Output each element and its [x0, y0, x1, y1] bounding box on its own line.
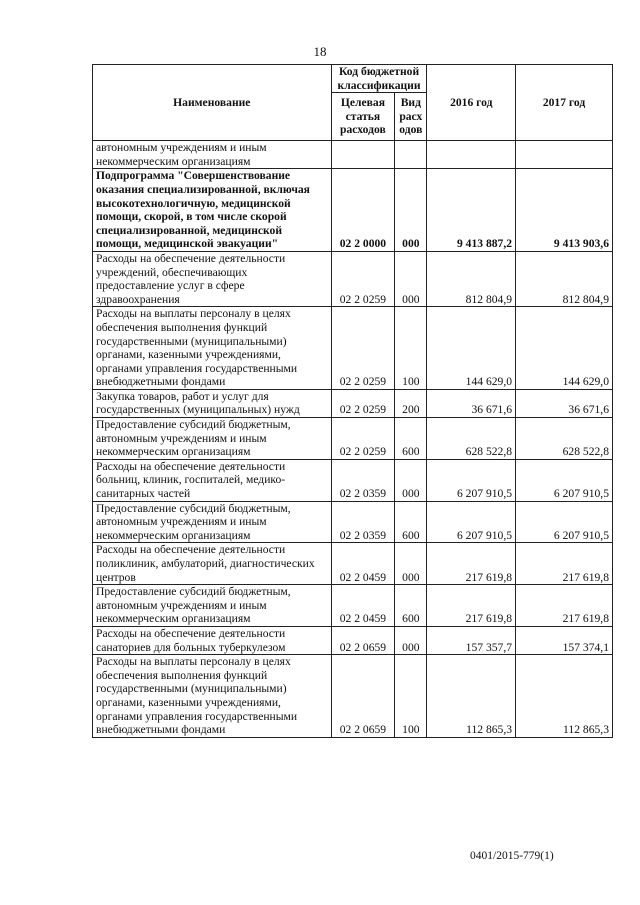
row-value-2017: 36 671,6: [516, 389, 613, 417]
row-value-2016: 6 207 910,5: [427, 501, 516, 543]
row-name: Расходы на обеспечение деятельности санаториев для больных туберкулезом: [93, 626, 332, 654]
row-expense-kind: 000: [395, 251, 427, 306]
table-row: [93, 169, 613, 252]
row-name: Подпрограмма "Совершенствование оказания специализированной, включая высокотехнологичную, медицинской помощи, скорой, в том числе скорой специализированной, медицинской помощи, медицинской эвакуации": [93, 169, 332, 252]
row-value-2016: 812 804,9: [427, 251, 516, 306]
row-name: Закупка товаров, работ и услуг для государственных (муниципальных) нужд: [93, 389, 332, 417]
row-expense-kind: 100: [395, 307, 427, 390]
header-name: Наименование: [93, 65, 332, 141]
row-value-2016: 217 619,8: [427, 585, 516, 627]
row-value-2017: 6 207 910,5: [516, 459, 613, 501]
header-kbk: Код бюджетной классификации: [331, 65, 427, 93]
row-target-code: 02 2 0659: [331, 626, 395, 654]
row-value-2017: 6 207 910,5: [516, 501, 613, 543]
row-value-2016: 628 522,8: [427, 418, 516, 460]
row-target-code: 02 2 0459: [331, 543, 395, 585]
table-row: [93, 141, 613, 169]
row-name: Расходы на обеспечение деятельности поликлиник, амбулаторий, диагностических центров: [93, 543, 332, 585]
row-expense-kind: 000: [395, 626, 427, 654]
table-row: [93, 251, 613, 306]
row-name: Предоставление субсидий бюджетным, автономным учреждениям и иным некоммерческим организациям: [93, 418, 332, 460]
row-target-code: 02 2 0659: [331, 655, 395, 738]
row-target-code: 02 2 0459: [331, 585, 395, 627]
row-value-2016: 9 413 887,2: [427, 169, 516, 252]
budget-table: [92, 64, 613, 738]
table-header: [93, 65, 613, 141]
table-row: [93, 543, 613, 585]
row-value-2017: 812 804,9: [516, 251, 613, 306]
row-expense-kind: 600: [395, 501, 427, 543]
row-name: автономным учреждениям и иным некоммерческим организациям: [93, 141, 332, 169]
row-name: Расходы на выплаты персоналу в целях обеспечения выполнения функций государственными (муниципальными) органами, казенными учреждениями, органами управления государственными внебюджетными фондами: [93, 655, 332, 738]
row-value-2016: 6 207 910,5: [427, 459, 516, 501]
row-target-code: 02 2 0259: [331, 251, 395, 306]
page-number: 18: [313, 44, 327, 59]
row-expense-kind: 000: [395, 459, 427, 501]
row-value-2017: 217 619,8: [516, 543, 613, 585]
header-target-article: Целевая статья расходов: [331, 93, 395, 141]
row-expense-kind: [395, 141, 427, 169]
row-value-2017: 9 413 903,6: [516, 169, 613, 252]
row-value-2017: 157 374,1: [516, 626, 613, 654]
row-expense-kind: 600: [395, 585, 427, 627]
row-value-2017: 112 865,3: [516, 655, 613, 738]
row-target-code: 02 2 0000: [331, 169, 395, 252]
table-row: [93, 307, 613, 390]
row-value-2016: 217 619,8: [427, 543, 516, 585]
row-value-2017: [516, 141, 613, 169]
row-name: Предоставление субсидий бюджетным, автономным учреждениям и иным некоммерческим организациям: [93, 585, 332, 627]
row-value-2016: 144 629,0: [427, 307, 516, 390]
row-expense-kind: 600: [395, 418, 427, 460]
table-row: [93, 626, 613, 654]
row-target-code: 02 2 0259: [331, 307, 395, 390]
row-value-2017: 144 629,0: [516, 307, 613, 390]
row-expense-kind: 200: [395, 389, 427, 417]
row-value-2016: 112 865,3: [427, 655, 516, 738]
row-name: Предоставление субсидий бюджетным, автономным учреждениям и иным некоммерческим организациям: [93, 501, 332, 543]
row-target-code: 02 2 0259: [331, 389, 395, 417]
row-target-code: [331, 141, 395, 169]
table-row: [93, 418, 613, 460]
table-row: [93, 585, 613, 627]
row-value-2016: 157 357,7: [427, 626, 516, 654]
row-value-2016: [427, 141, 516, 169]
header-2016: 2016 год: [427, 65, 516, 141]
row-name: Расходы на обеспечение деятельности больниц, клиник, госпиталей, медико-санитарных частей: [93, 459, 332, 501]
row-expense-kind: 000: [395, 169, 427, 252]
row-target-code: 02 2 0359: [331, 459, 395, 501]
header-expense-kind: Вид расх одов: [395, 93, 427, 141]
row-expense-kind: 100: [395, 655, 427, 738]
table-row: [93, 389, 613, 417]
row-name: Расходы на обеспечение деятельности учреждений, обеспечивающих предоставление услуг в сфере здравоохранения: [93, 251, 332, 306]
row-expense-kind: 000: [395, 543, 427, 585]
document-code: 0401/2015-779(1): [470, 850, 554, 862]
table-row: [93, 459, 613, 501]
table-row: [93, 501, 613, 543]
row-target-code: 02 2 0359: [331, 501, 395, 543]
row-value-2017: 217 619,8: [516, 585, 613, 627]
header-2017: 2017 год: [516, 65, 613, 141]
row-value-2017: 628 522,8: [516, 418, 613, 460]
table-row: [93, 655, 613, 738]
row-target-code: 02 2 0259: [331, 418, 395, 460]
table-body: [93, 141, 613, 738]
row-value-2016: 36 671,6: [427, 389, 516, 417]
row-name: Расходы на выплаты персоналу в целях обеспечения выполнения функций государственными (муниципальными) органами, казенными учреждениями, органами управления государственными внебюджетными фондами: [93, 307, 332, 390]
